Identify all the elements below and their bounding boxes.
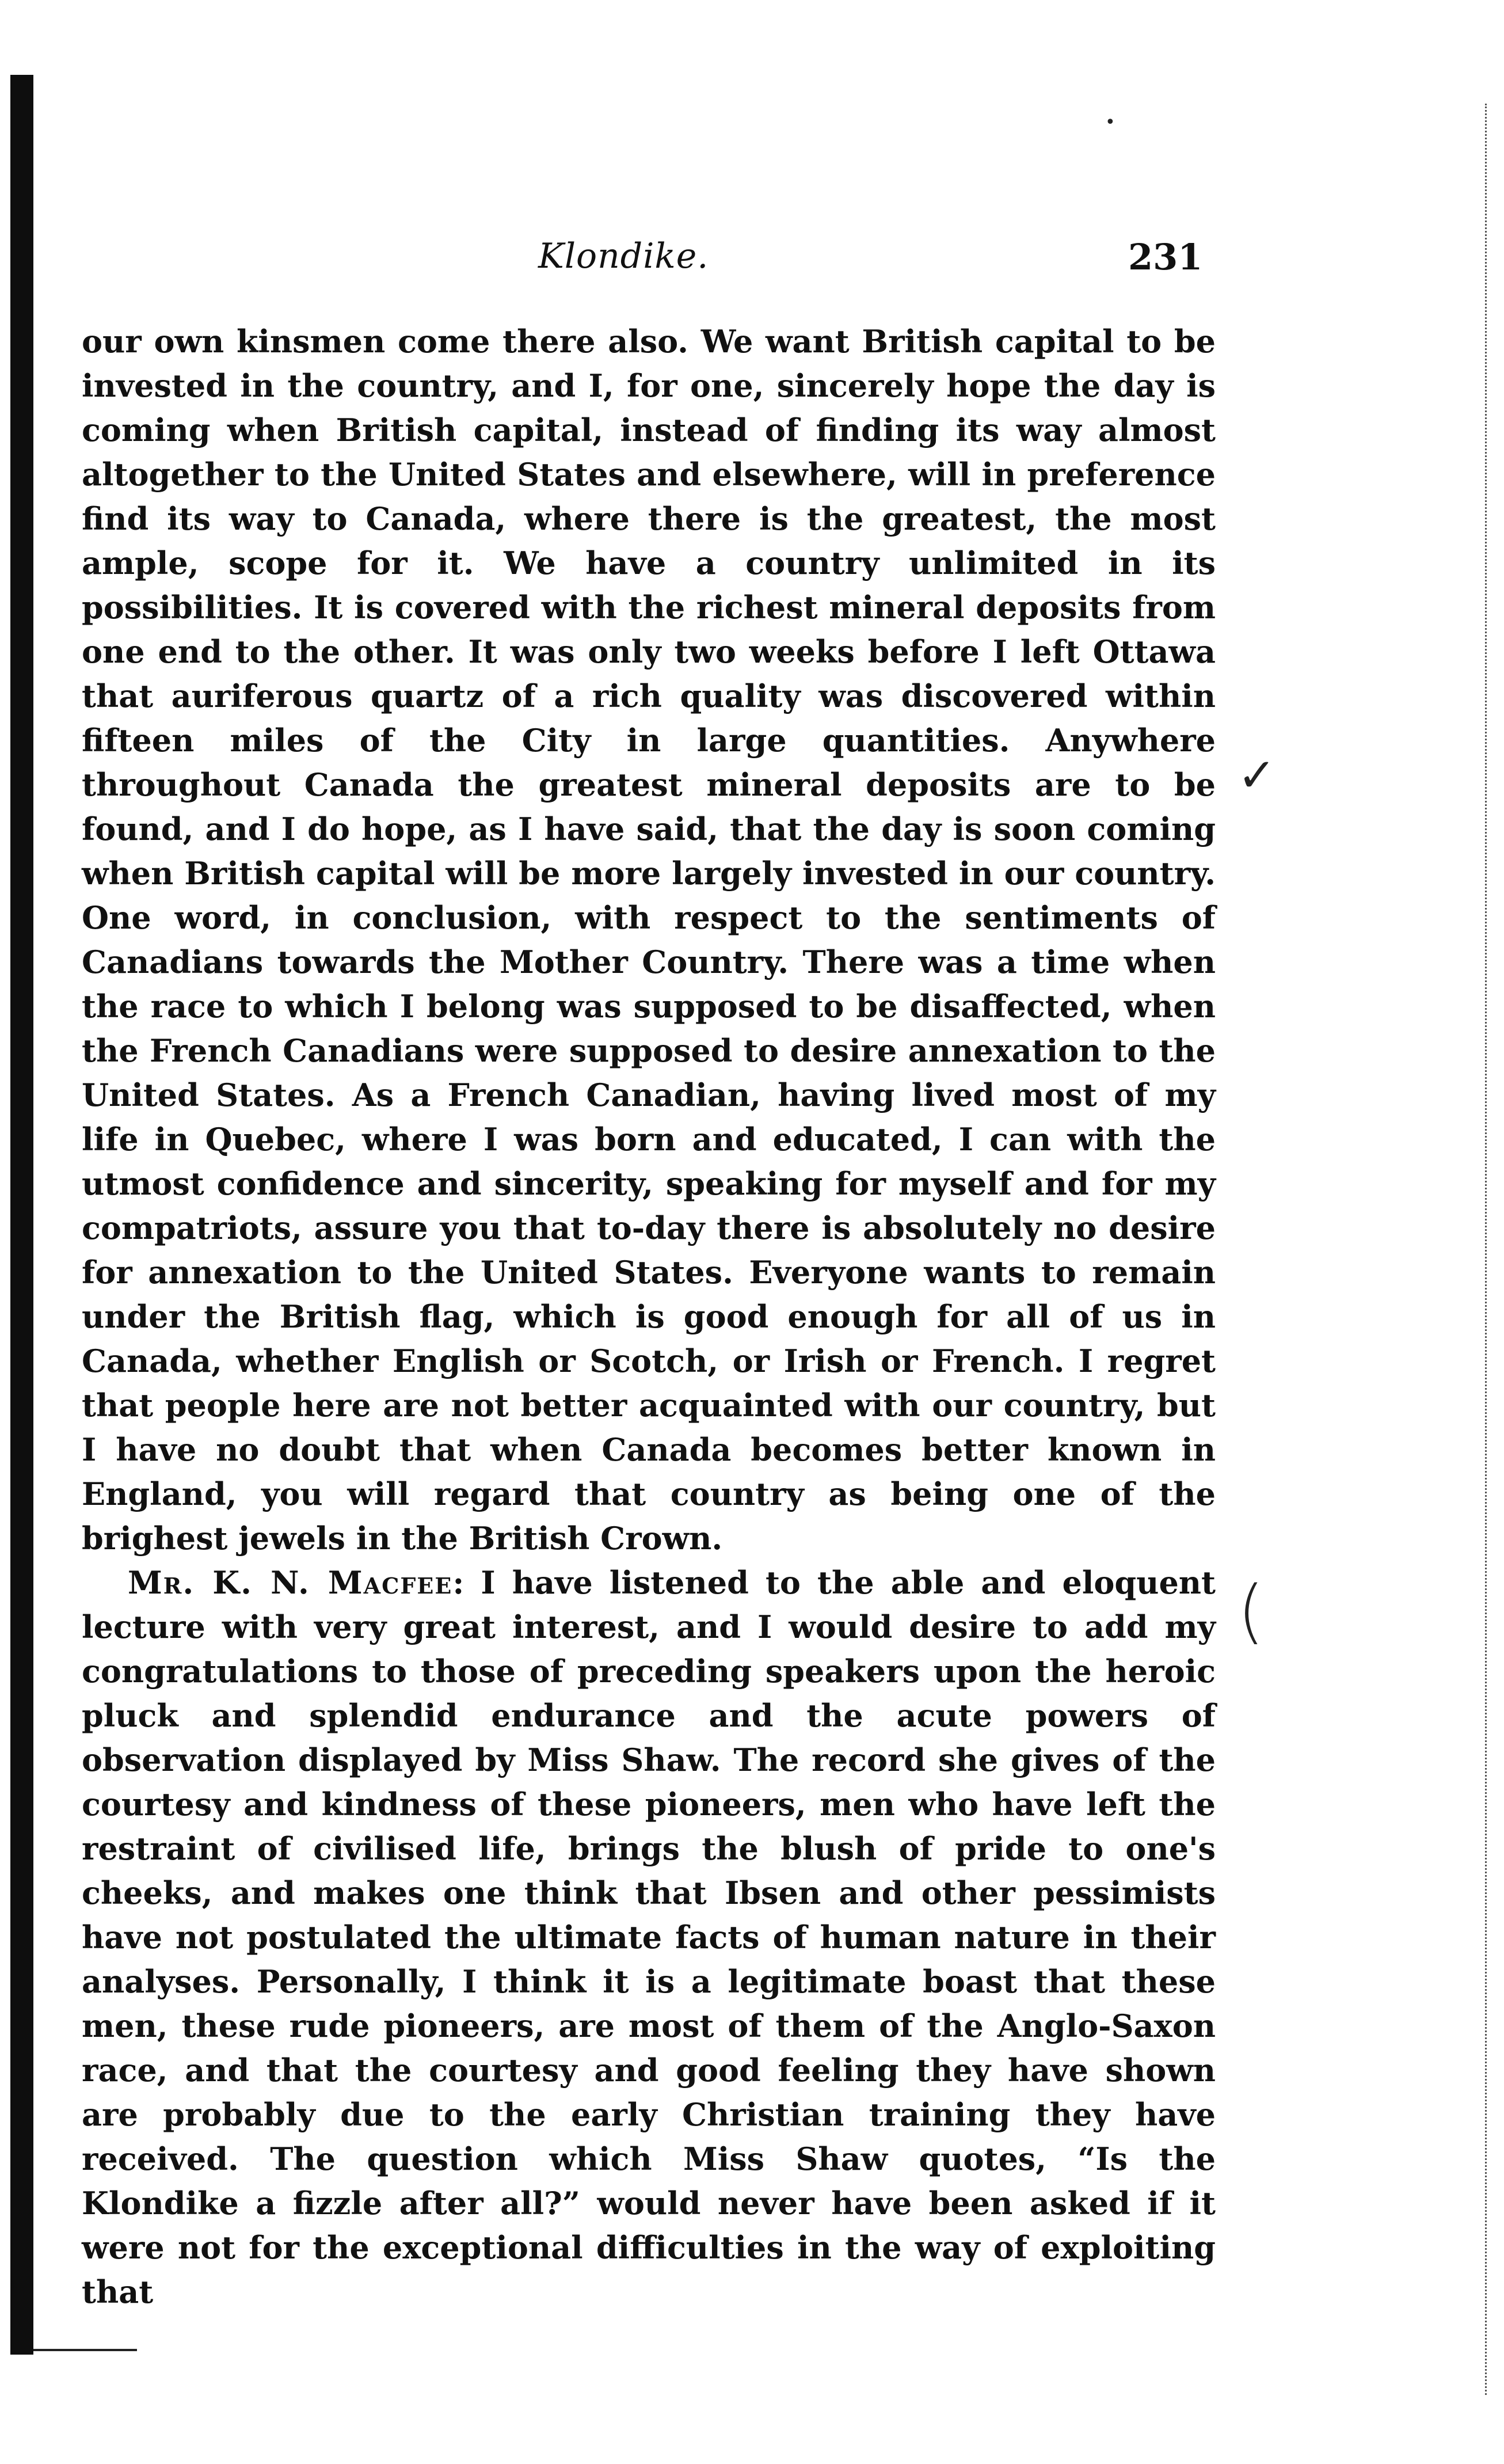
speaker-name: Mr. K. N. Macfee [128,1564,453,1601]
running-title: Klondike. [538,236,709,276]
paragraph-macfee [82,1561,1216,2314]
margin-tick-mark: ✓ [1238,748,1277,802]
page-foot-rule [33,2349,137,2351]
paragraph-text: : I have listened to the able and eloquent lecture with very great interest, and I would desire to add my congratulations to those of preceding speakers upon the heroic pluck and splendid endurance and the acute powers of observation displayed by Miss Shaw. The record she gives of the courtesy and kindness of these pioneers, men who have left the restraint of civilised life, brings the blush of pride to one's cheeks, and makes one think that Ibsen and other pessimists have not postulated the ultimate facts of human nature in their analyses. Personally, I think it is a legitimate boast that these men, these rude pioneers, are most of them of the Anglo-Saxon race, and that the courtesy and good feeling they have shown are probably due to the early Christian training they have received. The question which Miss Shaw quotes, “Is the Klondike a fizzle after all?” would never have been asked if it were not for the exceptional difficulties in the way of exploiting that [82,1564,1216,2310]
page-edge-marks [1480,104,1487,2395]
margin-stray-mark: • [1105,112,1115,132]
body-text [82,320,1216,2314]
page-number: 231 [1128,236,1203,278]
margin-bracket-mark: ( [1238,1572,1265,1652]
paragraph-continuation: our own kinsmen come there also. We want British capital to be invested in the country, and I, for one, sincerely hope the day is coming when British capital, instead of finding its way almost altogether to the United States and elsewhere, will in preference find its way to Canada, where there is the greatest, the most ample, scope for it. We have a country unlimited in its possibilities. It is covered with the richest mineral deposits from one end to the other. It was only two weeks before I left Ottawa that auriferous quartz of a rich quality was discovered within fifteen miles of the City in large quantities. Anywhere throughout Canada the greatest mineral deposits are to be found, and I do hope, as I have said, that the day is soon coming when British capital will be more largely invested in our country. One word, in conclusion, with respect to the sentiments of Canadians towards the Mother Country. There was a time when the race to which I belong was supposed to be disaffected, when the French Canadians were supposed to desire annexation to the United States. As a French Canadian, having lived most of my life in Quebec, where I was born and educated, I can with the utmost confidence and sincerity, speaking for myself and for my compatriots, assure you that to-day there is absolutely no desire for annexation to the United States. Everyone wants to remain under the British flag, which is good enough for all of us in Canada, whether English or Scotch, or Irish or French. I regret that people here are not better acquainted with our country, but I have no doubt that when Canada becomes better known in England, you will regard that country as being one of the brighest jewels in the British Crown. [82,323,1216,1557]
page-header [0,236,1504,299]
page-spine-shadow [10,75,33,2355]
